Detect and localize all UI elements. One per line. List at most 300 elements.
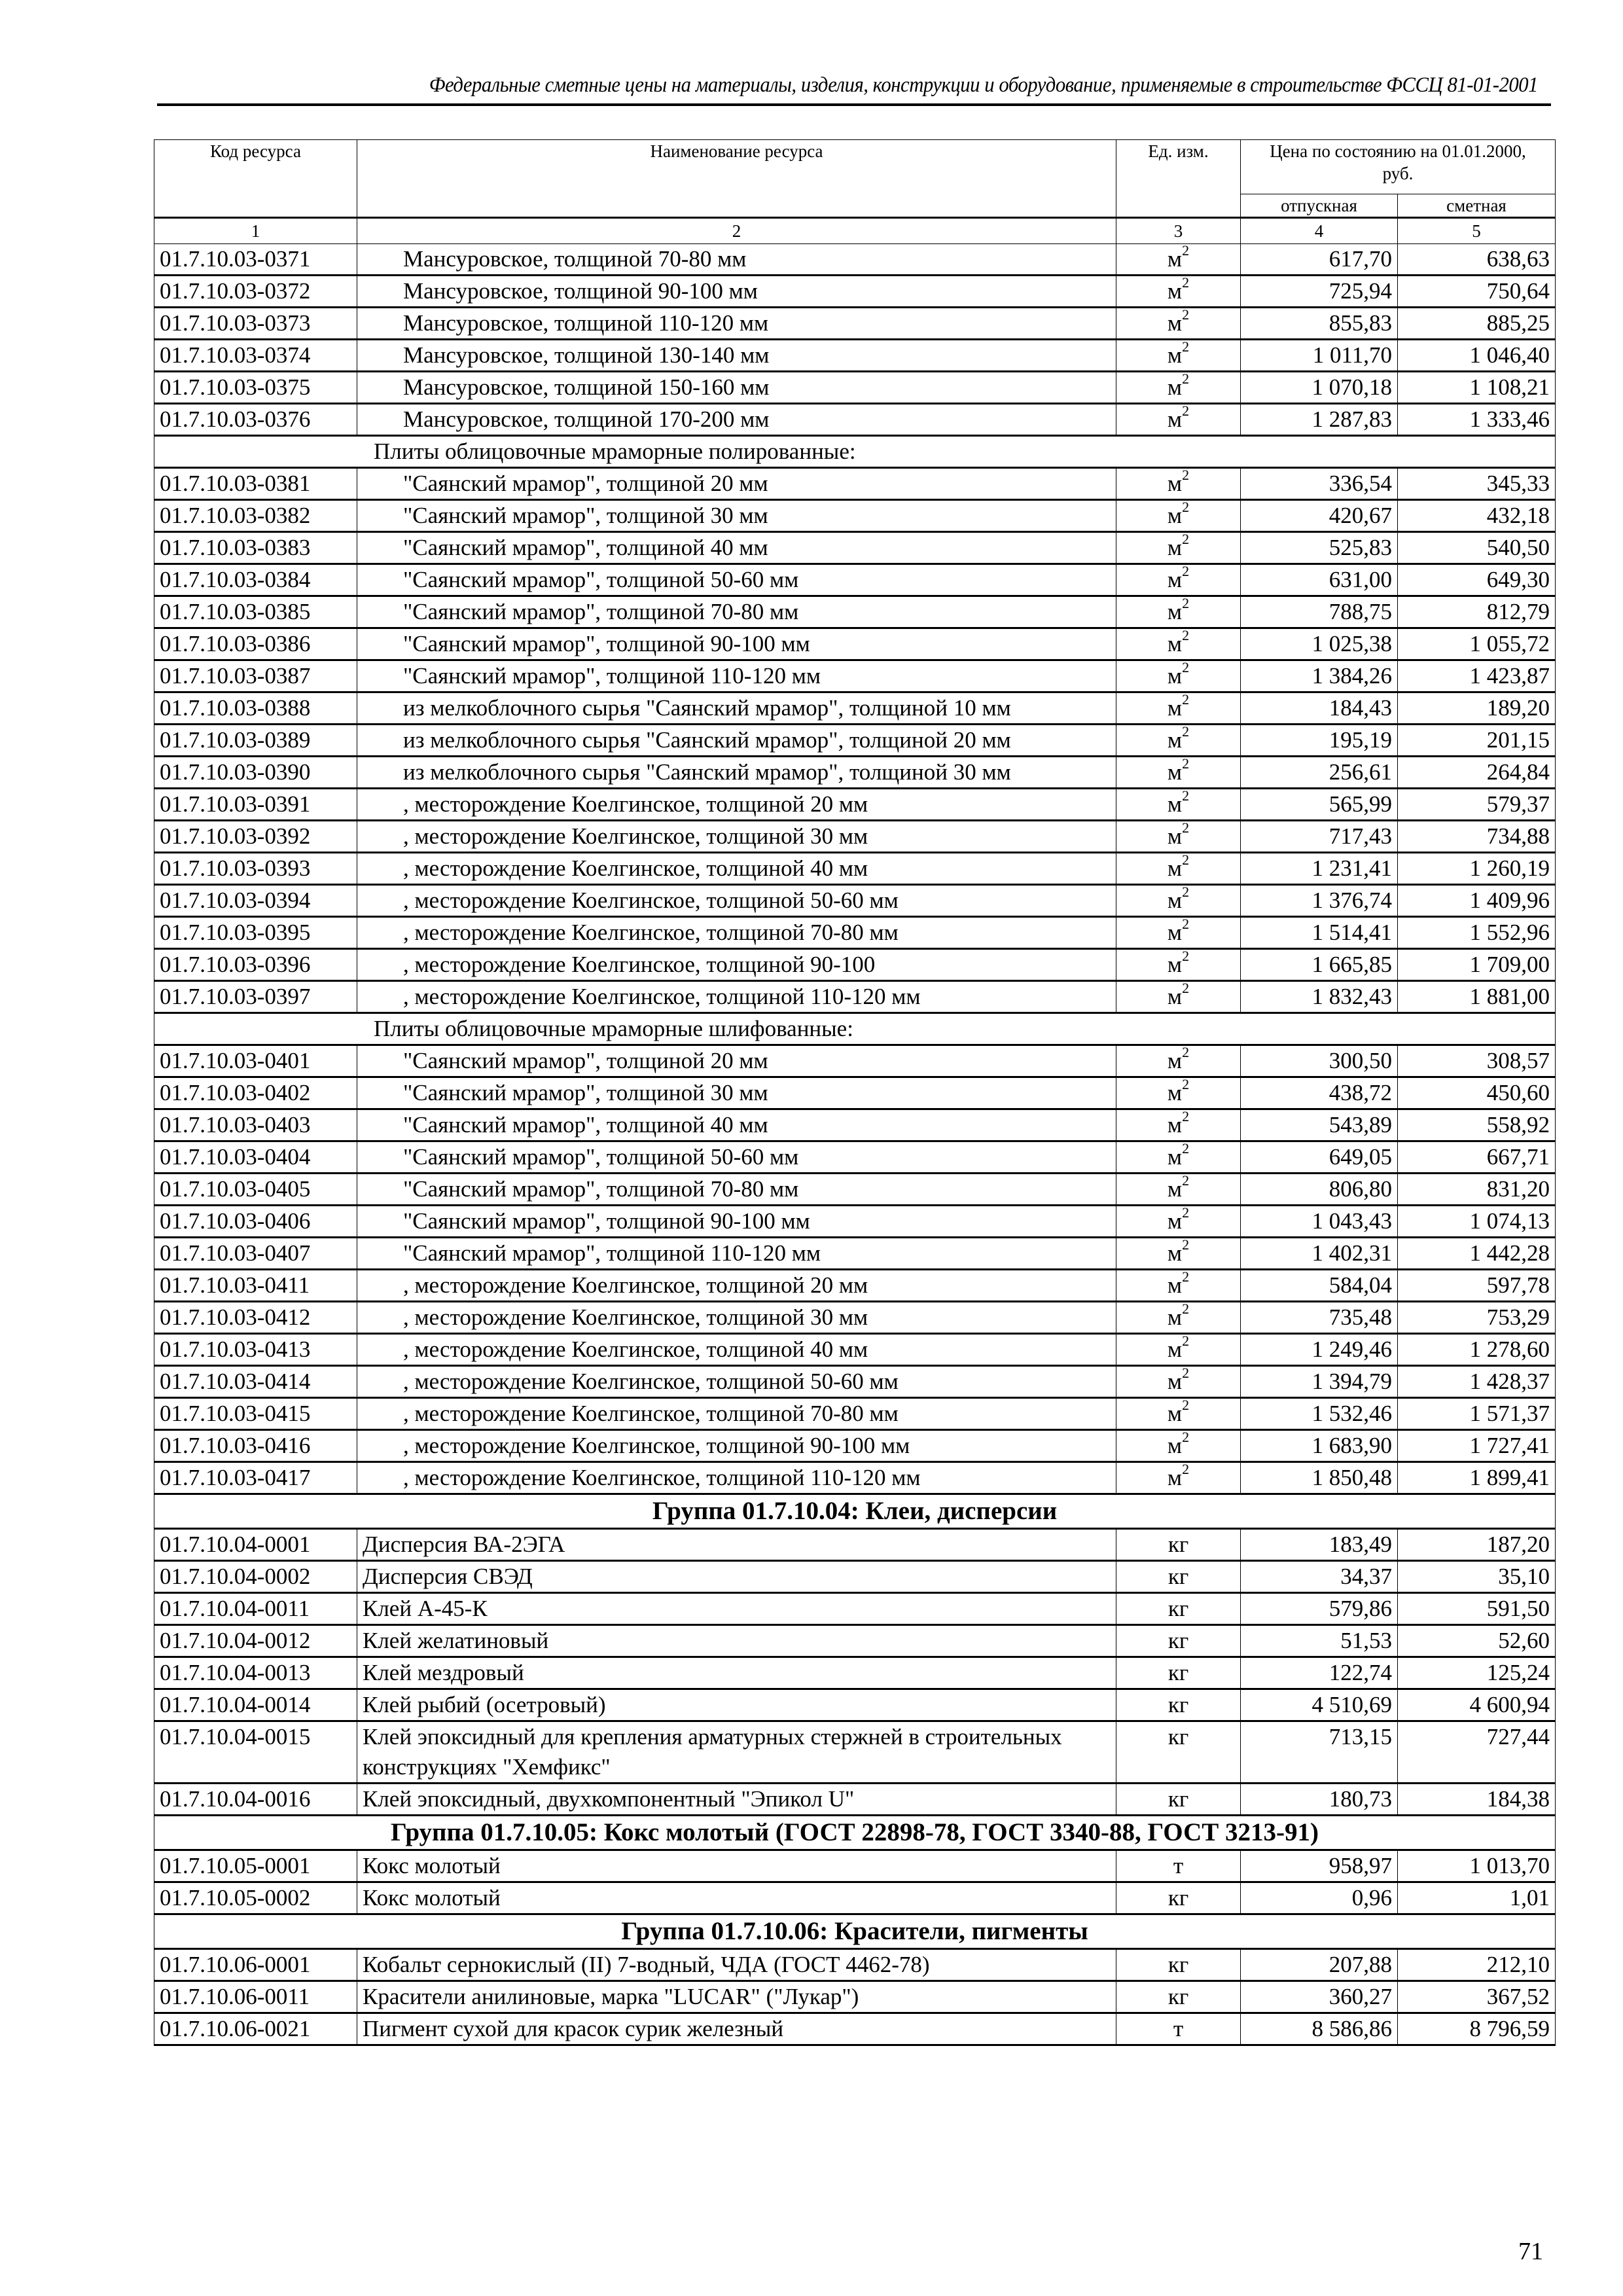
resource-code: 01.7.10.03-0393 [154, 853, 357, 885]
resource-code: 01.7.10.03-0414 [154, 1366, 357, 1398]
release-price: 788,75 [1241, 596, 1398, 628]
resource-code: 01.7.10.04-0012 [154, 1625, 357, 1657]
running-head: Федеральные сметные цены на материалы, изделия, конструкции и оборудование, применяемые в строительстве ФССЦ 81-01-2001 [429, 73, 1539, 97]
estimate-price: 35,10 [1398, 1561, 1556, 1593]
estimate-price: 1 333,46 [1398, 404, 1556, 436]
unit-of-measure [1116, 1882, 1241, 1914]
resource-name: "Саянский мрамор", толщиной 90-100 мм [357, 628, 1116, 660]
resource-code: 01.7.10.03-0407 [154, 1238, 357, 1270]
group-row [154, 1494, 1556, 1529]
unit-text: м [1167, 1401, 1183, 1426]
table-row [154, 564, 1556, 596]
resource-code: 01.7.10.04-0016 [154, 1784, 357, 1816]
resource-code: 01.7.10.03-0394 [154, 885, 357, 917]
table-row [154, 821, 1556, 853]
estimate-price: 1 428,37 [1398, 1366, 1556, 1398]
table-row [154, 1850, 1556, 1882]
resource-code: 01.7.10.03-0402 [154, 1077, 357, 1109]
table-row [154, 468, 1556, 500]
resource-name: "Саянский мрамор", толщиной 110-120 мм [357, 660, 1116, 692]
estimate-price: 1 278,60 [1398, 1334, 1556, 1366]
estimate-price: 1 899,41 [1398, 1462, 1556, 1494]
unit-of-measure [1116, 917, 1241, 949]
table-row [154, 628, 1556, 660]
estimate-price: 885,25 [1398, 308, 1556, 340]
unit-exponent: 2 [1182, 595, 1190, 612]
unit-text: м [1167, 567, 1183, 592]
unit-text: кг [1168, 1660, 1189, 1685]
unit-of-measure [1116, 660, 1241, 692]
unit-text: м [1167, 631, 1183, 656]
release-price: 1 402,31 [1241, 1238, 1398, 1270]
table-row [154, 725, 1556, 757]
release-price: 806,80 [1241, 1174, 1398, 1206]
unit-text: м [1167, 599, 1183, 624]
estimate-price: 540,50 [1398, 532, 1556, 564]
resource-name: Мансуровское, толщиной 170-200 мм [357, 404, 1116, 436]
unit-text: м [1167, 535, 1183, 560]
unit-of-measure [1116, 372, 1241, 404]
resource-code: 01.7.10.03-0413 [154, 1334, 357, 1366]
subheading-text: Плиты облицовочные мраморные шлифованные: [154, 1013, 1556, 1045]
estimate-price: 432,18 [1398, 500, 1556, 532]
page-number: 71 [1518, 2238, 1543, 2265]
release-price: 1 394,79 [1241, 1366, 1398, 1398]
estimate-price: 450,60 [1398, 1077, 1556, 1109]
unit-text: м [1167, 310, 1183, 336]
resource-name: из мелкоблочного сырья "Саянский мрамор", толщиной 10 мм [357, 692, 1116, 725]
resource-name: "Саянский мрамор", толщиной 70-80 мм [357, 596, 1116, 628]
resource-code: 01.7.10.03-0373 [154, 308, 357, 340]
release-price: 1 665,85 [1241, 949, 1398, 981]
unit-of-measure [1116, 244, 1241, 276]
unit-exponent: 2 [1182, 531, 1190, 548]
estimate-price: 212,10 [1398, 1949, 1556, 1981]
release-price: 184,43 [1241, 692, 1398, 725]
unit-of-measure [1116, 1561, 1241, 1593]
resource-code: 01.7.10.03-0416 [154, 1430, 357, 1462]
unit-exponent: 2 [1182, 1140, 1190, 1157]
resource-code: 01.7.10.03-0386 [154, 628, 357, 660]
unit-exponent: 2 [1182, 627, 1190, 644]
header-estimate-price: сметная [1398, 194, 1556, 218]
resource-name: "Саянский мрамор", толщиной 50-60 мм [357, 564, 1116, 596]
unit-of-measure [1116, 1981, 1241, 2013]
resource-code: 01.7.10.03-0382 [154, 500, 357, 532]
unit-of-measure [1116, 1077, 1241, 1109]
resource-code: 01.7.10.03-0374 [154, 340, 357, 372]
estimate-price: 1 108,21 [1398, 372, 1556, 404]
unit-of-measure [1116, 885, 1241, 917]
resource-code: 01.7.10.03-0403 [154, 1109, 357, 1141]
resource-code: 01.7.10.06-0011 [154, 1981, 357, 2013]
resource-name: , месторождение Коелгинское, толщиной 110-120 мм [357, 1462, 1116, 1494]
resource-code: 01.7.10.04-0011 [154, 1593, 357, 1625]
estimate-price: 308,57 [1398, 1045, 1556, 1077]
release-price: 725,94 [1241, 276, 1398, 308]
table-row [154, 1462, 1556, 1494]
resource-name: , месторождение Коелгинское, толщиной 30 мм [357, 821, 1116, 853]
resource-code: 01.7.10.03-0405 [154, 1174, 357, 1206]
estimate-price: 189,20 [1398, 692, 1556, 725]
table-row [154, 660, 1556, 692]
unit-exponent: 2 [1182, 916, 1190, 933]
estimate-price: 187,20 [1398, 1529, 1556, 1561]
unit-text: кг [1168, 1564, 1189, 1589]
unit-text: м [1167, 342, 1183, 368]
unit-text: м [1167, 1336, 1183, 1362]
unit-of-measure [1116, 500, 1241, 532]
unit-exponent: 2 [1182, 563, 1190, 580]
resource-code: 01.7.10.03-0411 [154, 1270, 357, 1302]
release-price: 51,53 [1241, 1625, 1398, 1657]
table-row [154, 1882, 1556, 1914]
price-table [154, 139, 1556, 2046]
table-row [154, 1784, 1556, 1816]
resource-name: , месторождение Коелгинское, толщиной 20 мм [357, 789, 1116, 821]
table-row [154, 757, 1556, 789]
release-price: 1 832,43 [1241, 981, 1398, 1013]
resource-code: 01.7.10.03-0396 [154, 949, 357, 981]
unit-text: м [1167, 855, 1183, 881]
unit-exponent: 2 [1182, 370, 1190, 387]
table-row [154, 1206, 1556, 1238]
resource-code: 01.7.10.03-0406 [154, 1206, 357, 1238]
table-row [154, 1141, 1556, 1174]
unit-of-measure [1116, 1206, 1241, 1238]
unit-of-measure [1116, 564, 1241, 596]
resource-name: Мансуровское, толщиной 150-160 мм [357, 372, 1116, 404]
unit-of-measure [1116, 1238, 1241, 1270]
estimate-price: 1 423,87 [1398, 660, 1556, 692]
estimate-price: 1 552,96 [1398, 917, 1556, 949]
header-rule [157, 103, 1551, 106]
unit-text: м [1167, 503, 1183, 528]
resource-name: Дисперсия СВЭД [357, 1561, 1116, 1593]
unit-of-measure [1116, 981, 1241, 1013]
unit-of-measure [1116, 1721, 1241, 1784]
unit-of-measure [1116, 1689, 1241, 1721]
table-row [154, 1238, 1556, 1270]
table-row [154, 308, 1556, 340]
resource-code: 01.7.10.03-0415 [154, 1398, 357, 1430]
resource-name: "Саянский мрамор", толщиной 40 мм [357, 532, 1116, 564]
estimate-price: 4 600,94 [1398, 1689, 1556, 1721]
table-row [154, 1593, 1556, 1625]
unit-of-measure [1116, 1949, 1241, 1981]
resource-code: 01.7.10.03-0387 [154, 660, 357, 692]
unit-text: м [1167, 984, 1183, 1009]
resource-name: "Саянский мрамор", толщиной 40 мм [357, 1109, 1116, 1141]
resource-code: 01.7.10.03-0391 [154, 789, 357, 821]
header-release-price: отпускная [1241, 194, 1398, 218]
table-row [154, 885, 1556, 917]
resource-code: 01.7.10.04-0001 [154, 1529, 357, 1561]
resource-code: 01.7.10.04-0002 [154, 1561, 357, 1593]
estimate-price: 727,44 [1398, 1721, 1556, 1784]
unit-of-measure [1116, 1430, 1241, 1462]
estimate-price: 345,33 [1398, 468, 1556, 500]
table-body [154, 244, 1556, 2045]
release-price: 584,04 [1241, 1270, 1398, 1302]
table-row [154, 1270, 1556, 1302]
unit-of-measure [1116, 404, 1241, 436]
estimate-price: 667,71 [1398, 1141, 1556, 1174]
unit-text: м [1167, 888, 1183, 913]
unit-exponent: 2 [1182, 1268, 1190, 1285]
unit-exponent: 2 [1182, 1108, 1190, 1125]
estimate-price: 1 727,41 [1398, 1430, 1556, 1462]
release-price: 1 376,74 [1241, 885, 1398, 917]
resource-name: , месторождение Коелгинское, толщиной 40 мм [357, 1334, 1116, 1366]
unit-of-measure [1116, 1850, 1241, 1882]
resource-code: 01.7.10.03-0389 [154, 725, 357, 757]
release-price: 649,05 [1241, 1141, 1398, 1174]
resource-code: 01.7.10.03-0397 [154, 981, 357, 1013]
release-price: 1 249,46 [1241, 1334, 1398, 1366]
estimate-price: 1 881,00 [1398, 981, 1556, 1013]
resource-code: 01.7.10.03-0404 [154, 1141, 357, 1174]
estimate-price: 812,79 [1398, 596, 1556, 628]
unit-text: м [1167, 727, 1183, 753]
unit-text: м [1167, 920, 1183, 945]
estimate-price: 1 442,28 [1398, 1238, 1556, 1270]
unit-text: кг [1168, 1532, 1189, 1557]
table-row [154, 532, 1556, 564]
resource-name: "Саянский мрамор", толщиной 30 мм [357, 1077, 1116, 1109]
resource-name: , месторождение Коелгинское, толщиной 30 мм [357, 1302, 1116, 1334]
unit-exponent: 2 [1182, 852, 1190, 869]
table-row [154, 2013, 1556, 2045]
unit-text: м [1167, 278, 1183, 304]
estimate-price: 1 074,13 [1398, 1206, 1556, 1238]
release-price: 336,54 [1241, 468, 1398, 500]
table-row [154, 1077, 1556, 1109]
unit-exponent: 2 [1182, 467, 1190, 484]
unit-of-measure [1116, 468, 1241, 500]
header-name: Наименование ресурса [357, 140, 1116, 218]
resource-code: 01.7.10.03-0392 [154, 821, 357, 853]
release-price: 438,72 [1241, 1077, 1398, 1109]
unit-of-measure [1116, 1657, 1241, 1689]
resource-code: 01.7.10.03-0401 [154, 1045, 357, 1077]
resource-name: Кокс молотый [357, 1882, 1116, 1914]
unit-of-measure [1116, 1141, 1241, 1174]
unit-exponent: 2 [1182, 1461, 1190, 1478]
resource-name: Клей мездровый [357, 1657, 1116, 1689]
resource-code: 01.7.10.03-0383 [154, 532, 357, 564]
resource-name: Клей А-45-К [357, 1593, 1116, 1625]
unit-of-measure [1116, 596, 1241, 628]
unit-of-measure [1116, 1270, 1241, 1302]
unit-text: м [1167, 1433, 1183, 1458]
resource-code: 01.7.10.03-0376 [154, 404, 357, 436]
table-row [154, 1657, 1556, 1689]
resource-code: 01.7.10.03-0381 [154, 468, 357, 500]
group-row [154, 1914, 1556, 1949]
estimate-price: 1 046,40 [1398, 340, 1556, 372]
release-price: 0,96 [1241, 1882, 1398, 1914]
unit-of-measure [1116, 789, 1241, 821]
table-row [154, 276, 1556, 308]
table-row [154, 1981, 1556, 2013]
unit-of-measure [1116, 1302, 1241, 1334]
unit-of-measure [1116, 949, 1241, 981]
resource-code: 01.7.10.04-0014 [154, 1689, 357, 1721]
table-row [154, 1334, 1556, 1366]
release-price: 1 043,43 [1241, 1206, 1398, 1238]
unit-of-measure [1116, 1366, 1241, 1398]
estimate-price: 1 409,96 [1398, 885, 1556, 917]
release-price: 1 532,46 [1241, 1398, 1398, 1430]
release-price: 958,97 [1241, 1850, 1398, 1882]
table-row [154, 981, 1556, 1013]
release-price: 565,99 [1241, 789, 1398, 821]
unit-text: м [1167, 791, 1183, 817]
unit-exponent: 2 [1182, 1397, 1190, 1414]
resource-name: Мансуровское, толщиной 90-100 мм [357, 276, 1116, 308]
release-price: 579,86 [1241, 1593, 1398, 1625]
resource-code: 01.7.10.03-0372 [154, 276, 357, 308]
table-row [154, 1561, 1556, 1593]
resource-name: "Саянский мрамор", толщиной 110-120 мм [357, 1238, 1116, 1270]
table-row [154, 853, 1556, 885]
unit-of-measure [1116, 628, 1241, 660]
unit-exponent: 2 [1182, 723, 1190, 740]
unit-exponent: 2 [1182, 819, 1190, 836]
resource-name: Мансуровское, толщиной 110-120 мм [357, 308, 1116, 340]
subheading-row [154, 1013, 1556, 1045]
resource-name: Клей эпоксидный для крепления арматурных стержней в строительных конструкциях "Хемфикс" [357, 1721, 1116, 1784]
estimate-price: 367,52 [1398, 1981, 1556, 2013]
resource-code: 01.7.10.06-0021 [154, 2013, 357, 2045]
estimate-price: 1 709,00 [1398, 949, 1556, 981]
resource-code: 01.7.10.03-0388 [154, 692, 357, 725]
unit-exponent: 2 [1182, 691, 1190, 708]
unit-text: м [1167, 1112, 1183, 1138]
estimate-price: 201,15 [1398, 725, 1556, 757]
unit-of-measure [1116, 692, 1241, 725]
unit-text: т [1173, 1853, 1184, 1878]
resource-name: "Саянский мрамор", толщиной 70-80 мм [357, 1174, 1116, 1206]
unit-of-measure [1116, 725, 1241, 757]
unit-text: кг [1168, 1952, 1189, 1977]
unit-exponent: 2 [1182, 1333, 1190, 1350]
unit-exponent: 2 [1182, 1044, 1190, 1061]
resource-name: "Саянский мрамор", толщиной 30 мм [357, 500, 1116, 532]
estimate-price: 8 796,59 [1398, 2013, 1556, 2045]
resource-name: Дисперсия ВА-2ЭГА [357, 1529, 1116, 1561]
estimate-price: 597,78 [1398, 1270, 1556, 1302]
unit-text: м [1167, 1272, 1183, 1298]
estimate-price: 184,38 [1398, 1784, 1556, 1816]
column-number: 4 [1241, 218, 1398, 244]
estimate-price: 558,92 [1398, 1109, 1556, 1141]
unit-of-measure [1116, 308, 1241, 340]
unit-of-measure [1116, 340, 1241, 372]
unit-of-measure [1116, 821, 1241, 853]
release-price: 1 683,90 [1241, 1430, 1398, 1462]
unit-text: м [1167, 823, 1183, 849]
resource-name: Мансуровское, толщиной 130-140 мм [357, 340, 1116, 372]
estimate-price: 264,84 [1398, 757, 1556, 789]
resource-code: 01.7.10.03-0385 [154, 596, 357, 628]
column-number: 3 [1116, 218, 1241, 244]
release-price: 631,00 [1241, 564, 1398, 596]
resource-name: , месторождение Коелгинское, толщиной 70-80 мм [357, 1398, 1116, 1430]
resource-code: 01.7.10.03-0375 [154, 372, 357, 404]
unit-text: т [1173, 2016, 1184, 2041]
unit-text: м [1167, 1465, 1183, 1490]
release-price: 1 850,48 [1241, 1462, 1398, 1494]
resource-name: "Саянский мрамор", толщиной 50-60 мм [357, 1141, 1116, 1174]
unit-of-measure [1116, 276, 1241, 308]
estimate-price: 591,50 [1398, 1593, 1556, 1625]
estimate-price: 831,20 [1398, 1174, 1556, 1206]
unit-exponent: 2 [1182, 499, 1190, 516]
unit-exponent: 2 [1182, 306, 1190, 323]
resource-name: , месторождение Коелгинское, толщиной 90-100 мм [357, 1430, 1116, 1462]
subheading-text: Плиты облицовочные мраморные полированные: [154, 436, 1556, 468]
estimate-price: 1 260,19 [1398, 853, 1556, 885]
unit-of-measure [1116, 853, 1241, 885]
resource-name: "Саянский мрамор", толщиной 20 мм [357, 1045, 1116, 1077]
release-price: 180,73 [1241, 1784, 1398, 1816]
unit-exponent: 2 [1182, 242, 1190, 259]
unit-exponent: 2 [1182, 659, 1190, 676]
table-row [154, 1430, 1556, 1462]
unit-text: м [1167, 1048, 1183, 1073]
resource-name: Кокс молотый [357, 1850, 1116, 1882]
release-price: 1 231,41 [1241, 853, 1398, 885]
table-row [154, 1721, 1556, 1784]
unit-of-measure [1116, 1109, 1241, 1141]
table-row [154, 1045, 1556, 1077]
estimate-price: 753,29 [1398, 1302, 1556, 1334]
resource-name: Пигмент сухой для красок сурик железный [357, 2013, 1116, 2045]
unit-of-measure [1116, 1334, 1241, 1366]
unit-of-measure [1116, 1593, 1241, 1625]
unit-of-measure [1116, 532, 1241, 564]
table-row [154, 1109, 1556, 1141]
header-price-group: Цена по состоянию на 01.01.2000, руб. [1241, 140, 1556, 194]
table-row [154, 244, 1556, 276]
unit-exponent: 2 [1182, 1300, 1190, 1318]
release-price: 525,83 [1241, 532, 1398, 564]
unit-of-measure [1116, 757, 1241, 789]
release-price: 420,67 [1241, 500, 1398, 532]
unit-exponent: 2 [1182, 1365, 1190, 1382]
resource-name: , месторождение Коелгинское, толщиной 70-80 мм [357, 917, 1116, 949]
unit-exponent: 2 [1182, 755, 1190, 772]
column-number: 5 [1398, 218, 1556, 244]
group-title: Группа 01.7.10.06: Красители, пигменты [154, 1914, 1556, 1949]
release-price: 617,70 [1241, 244, 1398, 276]
estimate-price: 750,64 [1398, 276, 1556, 308]
table-row [154, 1529, 1556, 1561]
unit-text: кг [1168, 1885, 1189, 1910]
column-number: 1 [154, 218, 357, 244]
unit-exponent: 2 [1182, 884, 1190, 901]
resource-code: 01.7.10.04-0015 [154, 1721, 357, 1784]
estimate-price: 125,24 [1398, 1657, 1556, 1689]
unit-exponent: 2 [1182, 1429, 1190, 1446]
release-price: 717,43 [1241, 821, 1398, 853]
group-title: Группа 01.7.10.05: Кокс молотый (ГОСТ 22898-78, ГОСТ 3340-88, ГОСТ 3213-91) [154, 1816, 1556, 1850]
unit-text: м [1167, 952, 1183, 977]
estimate-price: 579,37 [1398, 789, 1556, 821]
resource-name: Клей эпоксидный, двухкомпонентный "Эпикол U" [357, 1784, 1116, 1816]
